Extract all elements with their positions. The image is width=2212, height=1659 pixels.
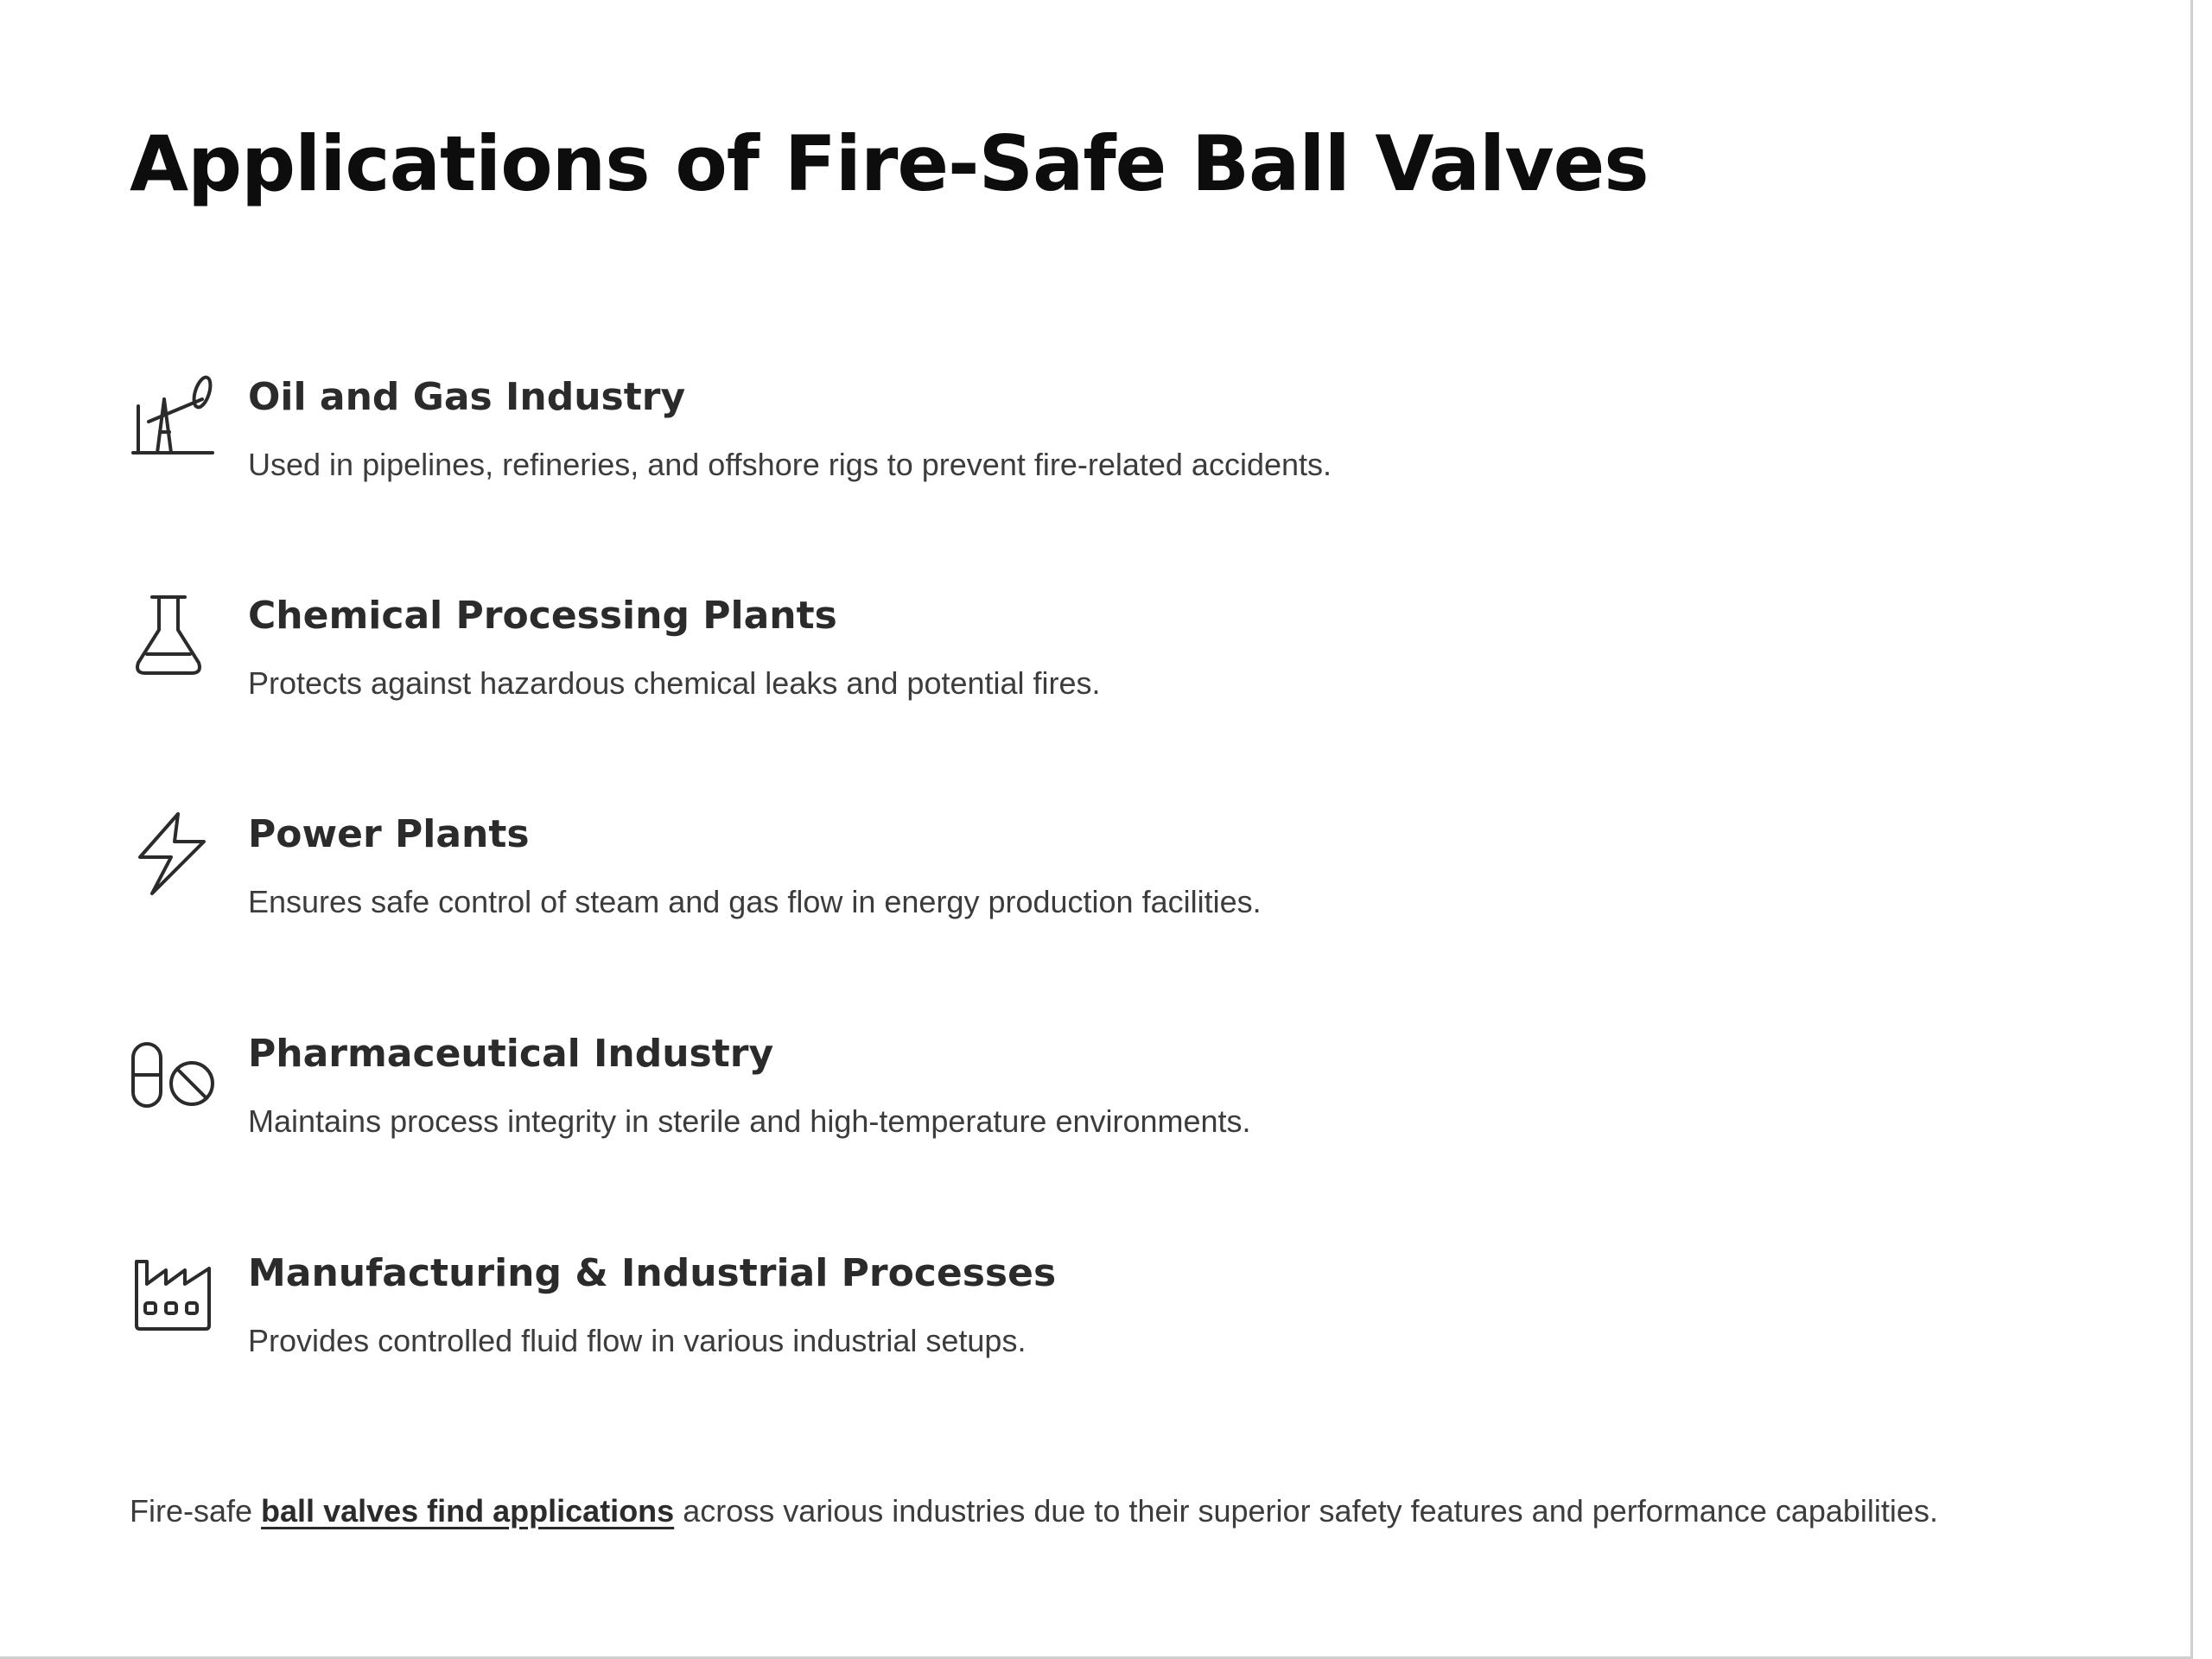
oil-pump-jack-icon (130, 373, 216, 460)
application-item-power (130, 810, 2031, 966)
item-heading: Manufacturing & Industrial Processes (248, 1251, 1057, 1295)
page-title: Applications of Fire-Safe Ball Valves (130, 119, 1649, 208)
application-item-manufacturing (130, 1249, 2031, 1405)
item-heading: Oil and Gas Industry (248, 375, 686, 419)
application-item-pharmaceutical (130, 1030, 2031, 1185)
footer-suffix: across various industries due to their superior safety features and performance capabilities. (674, 1493, 1938, 1529)
item-description: Used in pipelines, refineries, and offshore rigs to prevent fire-related accidents. (248, 447, 1332, 482)
flask-icon (130, 592, 216, 678)
item-description: Ensures safe control of steam and gas flow in energy production facilities. (248, 884, 1262, 919)
item-description: Maintains process integrity in sterile and high-temperature environments. (248, 1103, 1251, 1139)
item-description: Protects against hazardous chemical leaks and potential fires. (248, 665, 1101, 701)
lightning-bolt-icon (130, 810, 216, 897)
item-description: Provides controlled fluid flow in various industrial setups. (248, 1323, 1027, 1358)
ball-valves-link[interactable]: ball valves find applications (261, 1493, 675, 1529)
application-item-chemical (130, 592, 2031, 747)
factory-icon (130, 1249, 216, 1336)
item-heading: Chemical Processing Plants (248, 594, 837, 638)
item-heading: Power Plants (248, 812, 530, 856)
pills-icon (130, 1030, 216, 1116)
footer-prefix: Fire-safe (130, 1493, 262, 1529)
footer-paragraph (130, 1491, 1938, 1532)
item-heading: Pharmaceutical Industry (248, 1032, 774, 1076)
application-item-oil-gas (130, 373, 2031, 529)
